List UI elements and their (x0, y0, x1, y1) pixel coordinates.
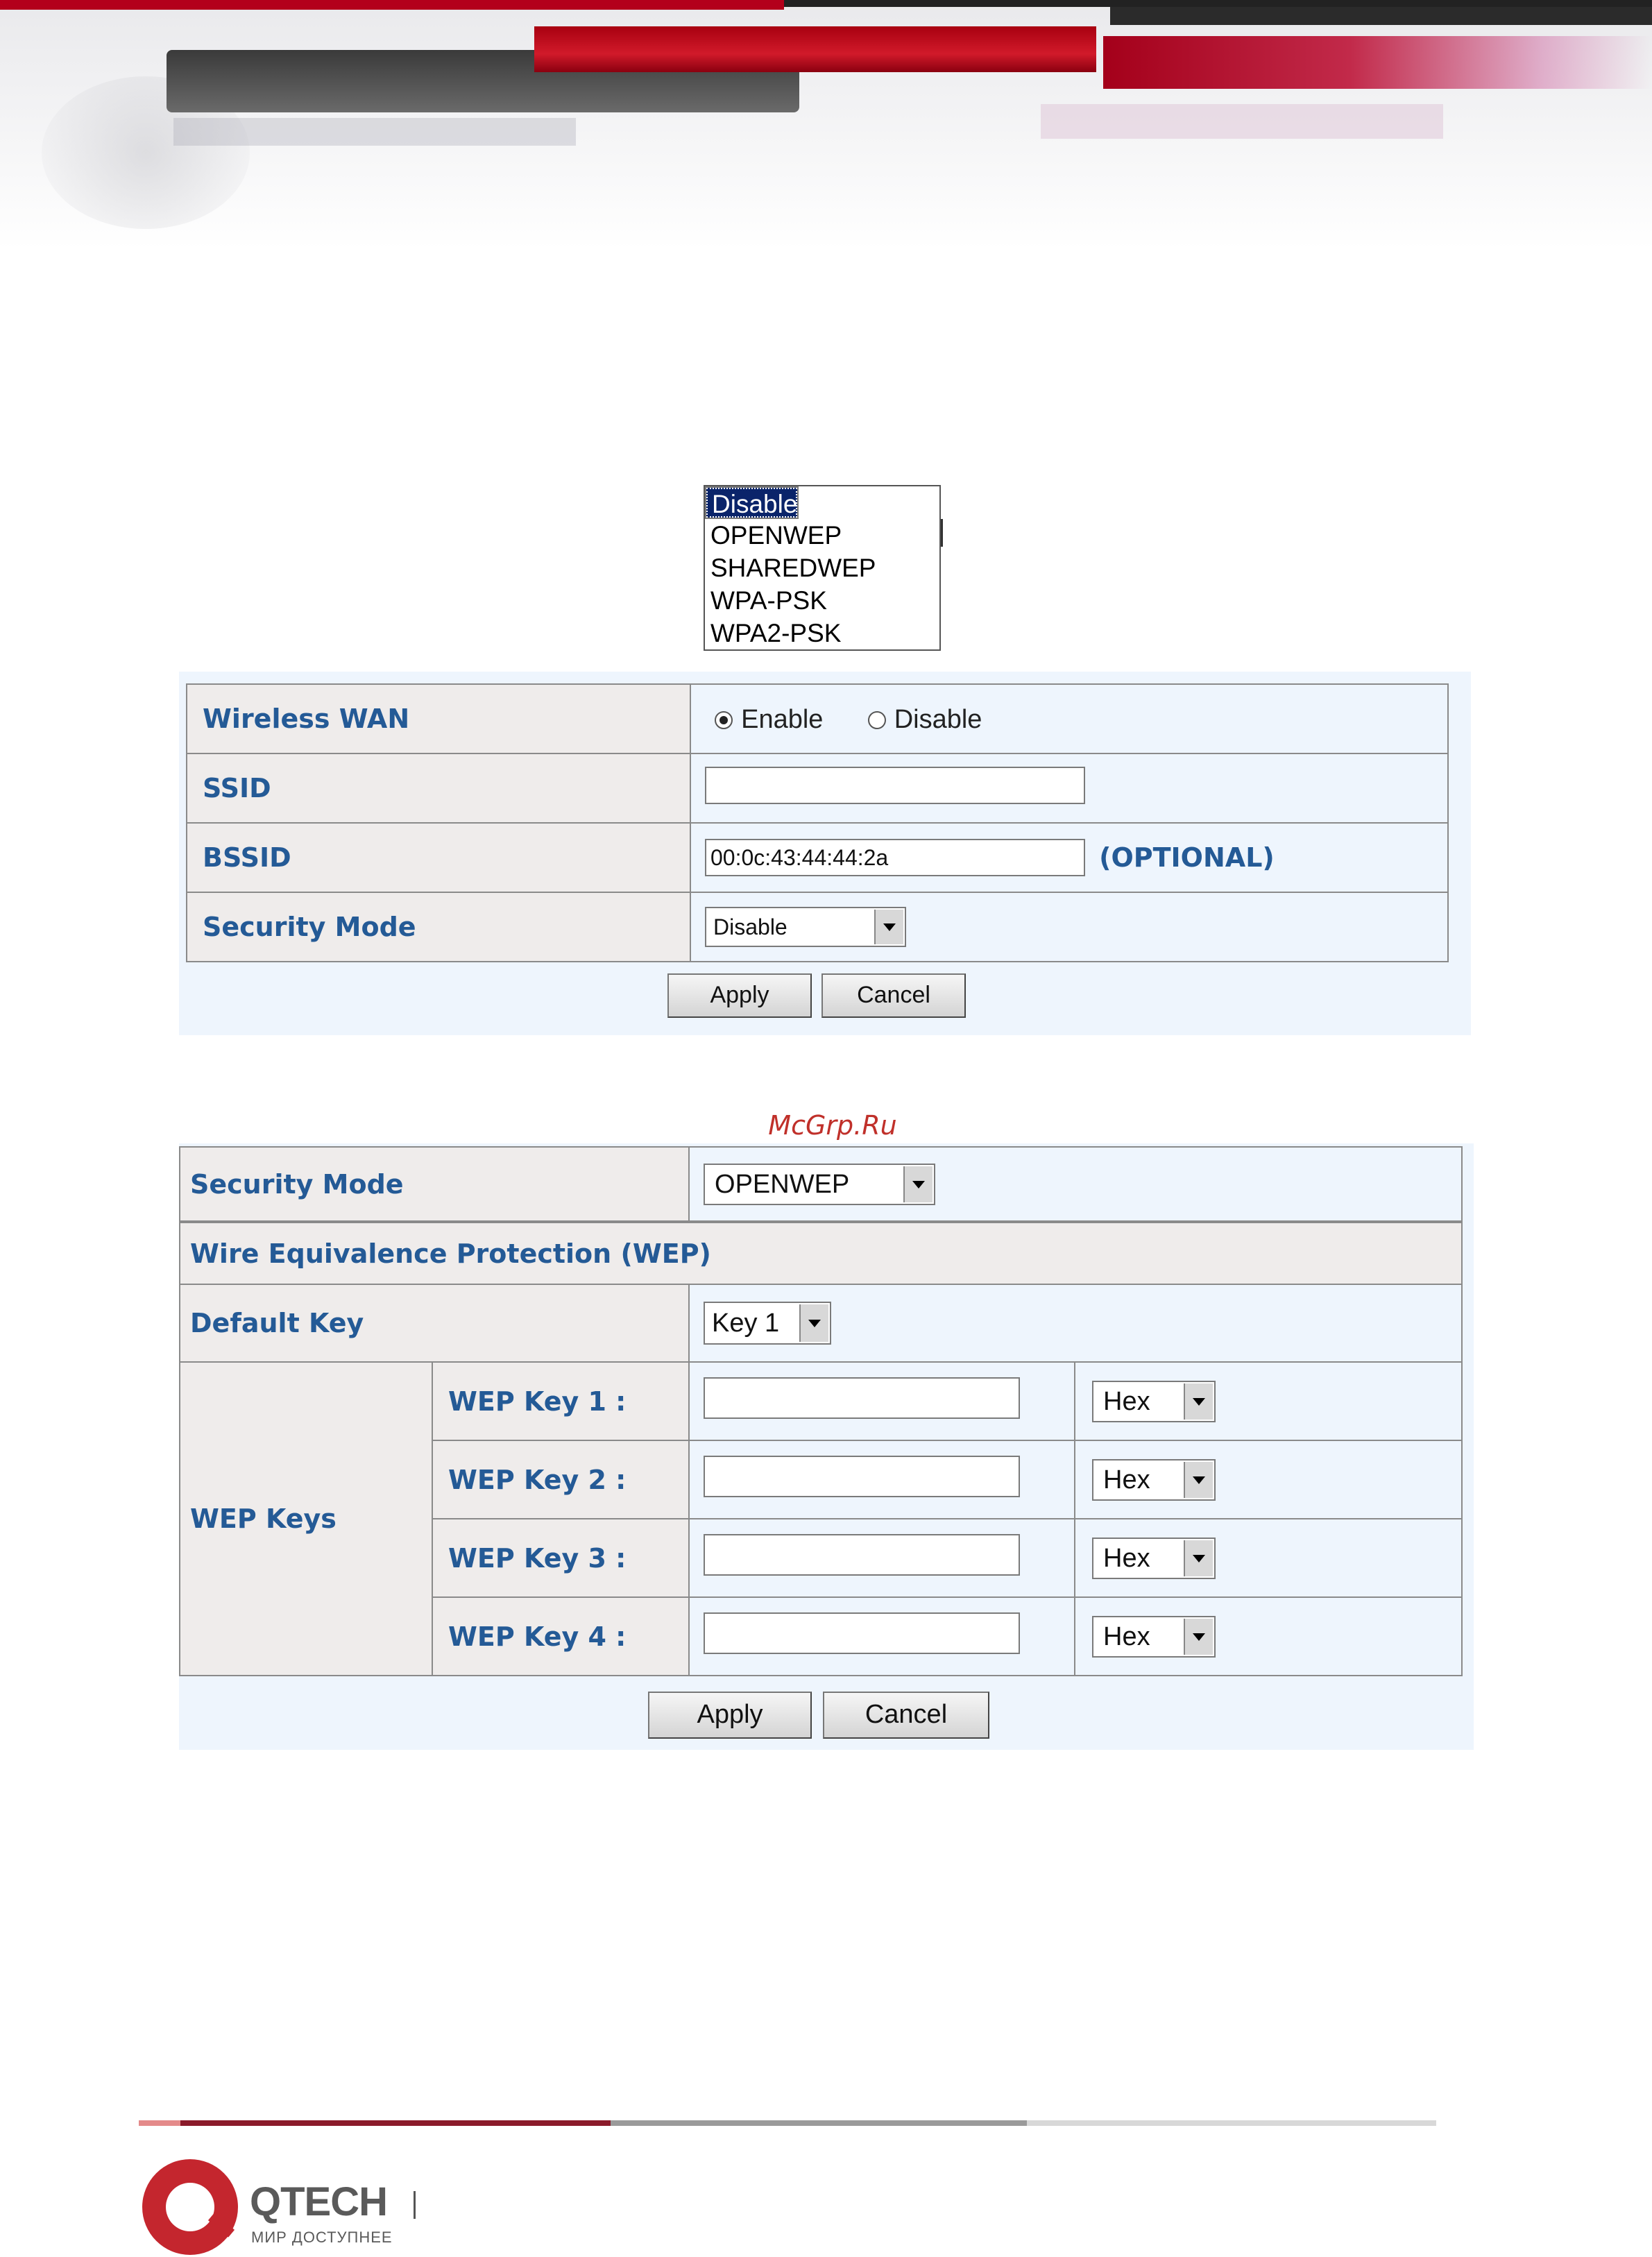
brand-tagline: МИР ДОСТУПНЕЕ (251, 2229, 393, 2246)
chevron-down-icon[interactable] (903, 1166, 933, 1202)
chevron-down-icon[interactable] (1184, 1619, 1213, 1655)
footer-divider (414, 2191, 416, 2219)
option-wpa2-psk[interactable]: WPA2-PSK (710, 619, 842, 647)
wep-key-4-format-select[interactable] (1092, 1616, 1216, 1658)
ssid-input[interactable] (705, 767, 1085, 804)
wireless-wan-label: Wireless WAN (187, 684, 690, 753)
default-key-label: Default Key (180, 1284, 689, 1362)
footer-rule-dark (180, 2120, 611, 2126)
security-mode-options-list[interactable] (704, 485, 941, 651)
option-disable[interactable]: Disable (705, 486, 799, 519)
security-mode-label: Security Mode (187, 892, 690, 962)
security-mode-select[interactable] (705, 907, 906, 947)
chevron-down-icon[interactable] (874, 910, 903, 944)
wep-key-4-label: WEP Key 4 : (432, 1597, 689, 1676)
wep-security-mode-value: OPENWEP (715, 1169, 850, 1199)
apply-button[interactable]: Apply (667, 973, 812, 1018)
wep-table (179, 1146, 1463, 1676)
chevron-down-icon[interactable] (1184, 1383, 1213, 1420)
wep-security-mode-select[interactable] (704, 1164, 935, 1205)
chevron-down-icon[interactable] (1184, 1462, 1213, 1498)
wep-key-3-input[interactable] (704, 1534, 1020, 1576)
wep-key-3-format-select[interactable] (1092, 1538, 1216, 1579)
wep-key-3-format-value: Hex (1103, 1543, 1150, 1573)
dropdown-edge (941, 519, 947, 547)
wep-key-1-label: WEP Key 1 : (432, 1362, 689, 1440)
option-sharedwep[interactable]: SHAREDWEP (710, 554, 876, 582)
ssid-label: SSID (187, 753, 690, 823)
chevron-down-icon[interactable] (1184, 1540, 1213, 1576)
disable-radio[interactable] (868, 711, 886, 729)
option-openwep[interactable]: OPENWEP (710, 521, 842, 550)
chevron-down-icon[interactable] (799, 1304, 828, 1342)
wep-key-3-label: WEP Key 3 : (432, 1519, 689, 1597)
wep-keys-label: WEP Keys (180, 1362, 432, 1676)
wep-key-4-format-value: Hex (1103, 1621, 1150, 1651)
wep-security-mode-label: Security Mode (180, 1147, 689, 1222)
footer-rule-gray (611, 2120, 1027, 2126)
wep-key-2-label: WEP Key 2 : (432, 1440, 689, 1519)
option-wpa-psk[interactable]: WPA-PSK (710, 586, 827, 615)
bssid-input[interactable]: 00:0c:43:44:44:2a (705, 839, 1085, 876)
cancel-button[interactable]: Cancel (821, 973, 966, 1018)
default-key-select[interactable] (704, 1302, 831, 1345)
wep-section-title: Wire Equivalence Protection (WEP) (180, 1222, 1462, 1284)
wep-apply-button[interactable]: Apply (648, 1692, 812, 1739)
default-key-value: Key 1 (712, 1309, 780, 1338)
wireless-wan-table (186, 683, 1449, 962)
wep-key-4-input[interactable] (704, 1612, 1020, 1654)
watermark: McGrp.Ru (768, 1110, 897, 1141)
enable-radio-label: Enable (741, 705, 824, 734)
security-mode-value: Disable (713, 914, 787, 939)
wep-key-2-format-value: Hex (1103, 1465, 1150, 1494)
page-header-banner (0, 0, 1652, 250)
wep-key-2-format-select[interactable] (1092, 1459, 1216, 1501)
footer-rule-light (1027, 2120, 1436, 2126)
wep-key-1-input[interactable] (704, 1377, 1020, 1419)
wep-key-2-input[interactable] (704, 1456, 1020, 1497)
wep-cancel-button[interactable]: Cancel (823, 1692, 989, 1739)
brand-name: QTECH (250, 2179, 387, 2224)
wep-key-1-format-value: Hex (1103, 1386, 1150, 1416)
disable-radio-label: Disable (894, 705, 982, 734)
qtech-logo-icon (142, 2159, 238, 2255)
wep-key-1-format-select[interactable] (1092, 1381, 1216, 1422)
bssid-optional-note: (OPTIONAL) (1099, 842, 1275, 873)
enable-radio[interactable] (715, 711, 733, 729)
bssid-label: BSSID (187, 823, 690, 892)
